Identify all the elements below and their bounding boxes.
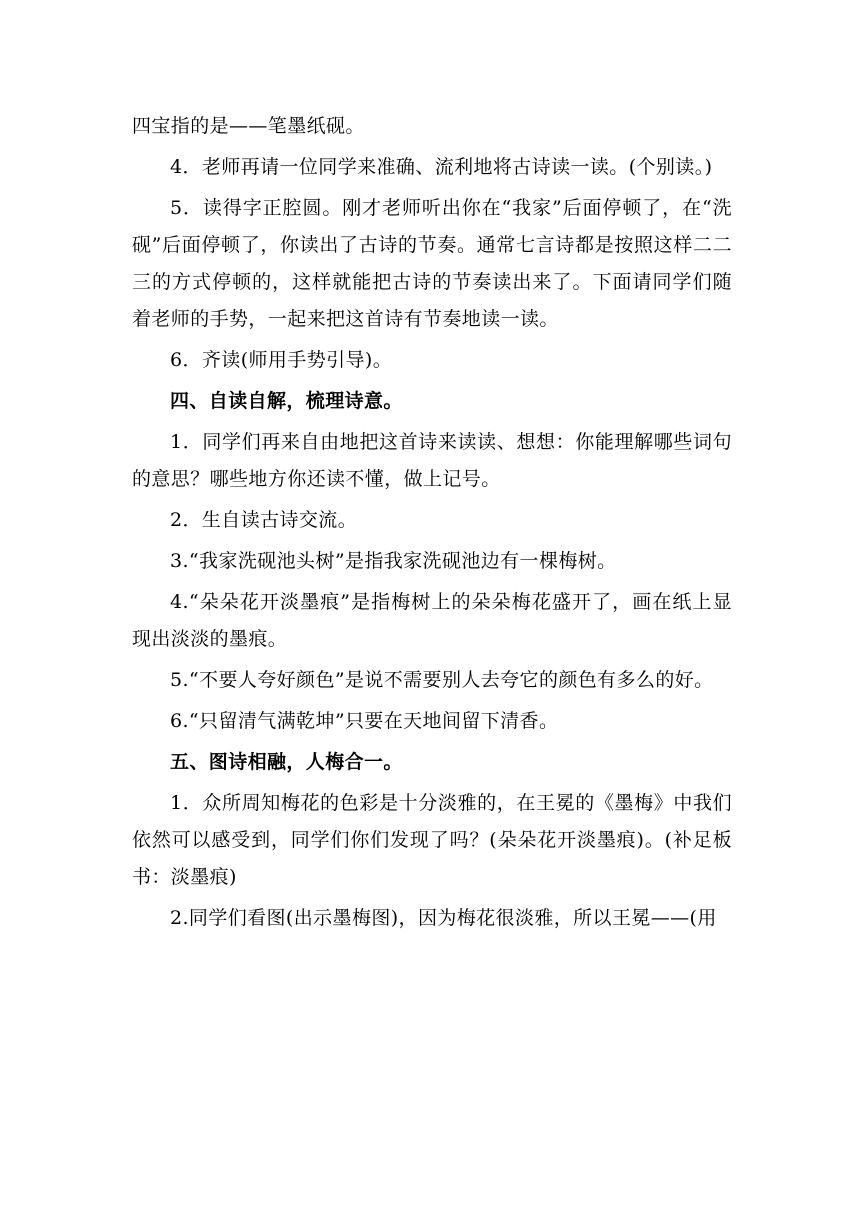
section-heading-four: 四、自读自解，梳理诗意。 (170, 390, 403, 412)
document-body (132, 108, 732, 941)
paragraph-line-1-meaning: 3.“我家洗砚池头树”是指我家洗砚池边有一棵梅树。 (170, 550, 617, 572)
paragraph-line-2-meaning: 4.“朵朵花开淡墨痕”是指梅树上的朵朵梅花盛开了，画在纸上显现出淡淡的墨痕。 (132, 591, 732, 650)
paragraph-four-treasures: 四宝指的是——笔墨纸砚。 (132, 115, 365, 137)
paragraph-line-3-meaning: 5.“不要人夸好颜色”是说不需要别人去夸它的颜色有多么的好。 (170, 669, 714, 691)
paragraph-item-2-plum-picture: 2.同学们看图(出示墨梅图)，因为梅花很淡雅，所以王冕——(用 (170, 907, 717, 929)
paragraph-item-1-plum-color: 1．众所周知梅花的色彩是十分淡雅的，在王冕的《墨梅》中我们依然可以感受到，同学们你们发现了吗？(朵朵花开淡墨痕)。(补足板书：淡墨痕) (132, 792, 732, 888)
section-heading-five: 五、图诗相融，人梅合一。 (170, 751, 403, 773)
paragraph-line-4-meaning: 6.“只留清气满乾坤”只要在天地间留下清香。 (170, 710, 559, 732)
paragraph-item-1-free-reading: 1．同学们再来自由地把这首诗来读读、想想：你能理解哪些词句的意思？哪些地方你还读不懂，做上记号。 (132, 431, 732, 490)
paragraph-item-2-exchange: 2．生自读古诗交流。 (170, 509, 358, 531)
paragraph-item-6-group-reading: 6．齐读(师用手势引导)。 (170, 349, 393, 371)
paragraph-item-5-rhythm: 5．读得字正腔圆。刚才老师听出你在“我家”后面停顿了，在“洗砚”后面停顿了，你读出了古诗的节奏。通常七言诗都是按照这样二二三的方式停顿的，这样就能把古诗的节奏读出来了。下面请同学们随着老师的手势，一起来把这首诗有节奏地读一读。 (132, 197, 732, 330)
paragraph-item-4-individual-reading: 4．老师再请一位同学来准确、流利地将古诗读一读。(个别读。) (170, 156, 713, 178)
